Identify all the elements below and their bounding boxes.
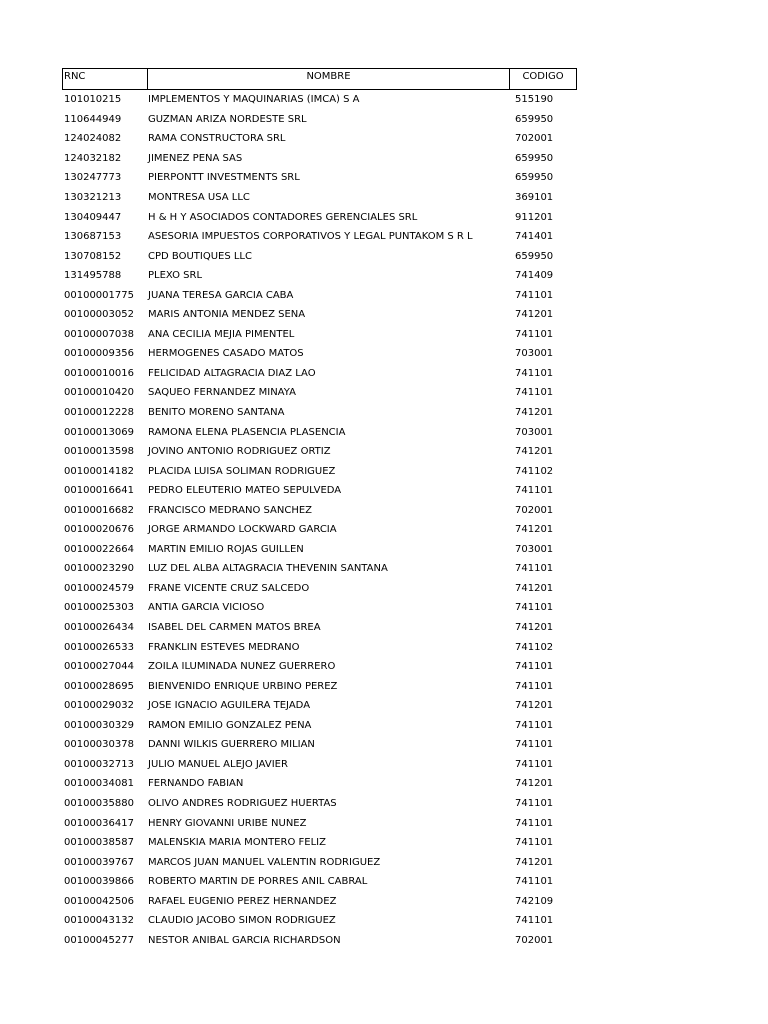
table-body [62, 90, 577, 950]
cell-nombre: ROBERTO MARTIN DE PORRES AÑIL CABRAL [148, 876, 368, 888]
table-row [62, 344, 577, 364]
table-row [62, 657, 577, 677]
table-row [62, 168, 577, 188]
cell-nombre: CLAUDIO JACOBO SIMON RODRIGUEZ [148, 915, 336, 927]
table-header [62, 68, 577, 90]
cell-rnc: 00100010420 [64, 387, 134, 399]
cell-rnc: 00100027044 [64, 661, 134, 673]
cell-nombre: ZOILA ILUMINADA NUÑEZ GUERRERO [148, 661, 336, 673]
cell-codigo: 741101 [515, 915, 554, 927]
cell-rnc: 00100028695 [64, 680, 134, 692]
cell-codigo: 741201 [515, 446, 554, 458]
cell-rnc: 00100013069 [64, 426, 134, 438]
cell-codigo: 659950 [515, 152, 554, 164]
cell-codigo: 741201 [515, 778, 554, 790]
cell-rnc: 00100043132 [64, 915, 134, 927]
cell-rnc: 00100039767 [64, 856, 134, 868]
cell-codigo: 741101 [515, 680, 554, 692]
cell-rnc: 00100024579 [64, 582, 134, 594]
cell-rnc: 124024082 [64, 133, 122, 145]
table-row [62, 872, 577, 892]
cell-nombre: FRANCISCO MEDRANO SANCHEZ [148, 504, 313, 516]
table-row [62, 325, 577, 345]
table-row [62, 794, 577, 814]
table-row [62, 931, 577, 951]
cell-nombre: JUANA TERESA GARCIA CABA [148, 289, 294, 301]
table-row [62, 833, 577, 853]
cell-rnc: 00100026434 [64, 622, 134, 634]
table-row [62, 149, 577, 169]
cell-rnc: 00100022664 [64, 543, 134, 555]
cell-nombre: HERMOGENES CASADO MATOS [148, 348, 304, 360]
cell-nombre: RAFAEL EUGENIO PEREZ HERNANDEZ [148, 895, 337, 907]
cell-rnc: 00100045277 [64, 934, 134, 946]
cell-rnc: 00100009356 [64, 348, 134, 360]
table-row [62, 637, 577, 657]
cell-nombre: DANNI WILKIS GUERRERO MILIAN [148, 739, 315, 751]
cell-rnc: 130708152 [64, 250, 122, 262]
table-row [62, 735, 577, 755]
cell-rnc: 00100042506 [64, 895, 134, 907]
cell-codigo: 659950 [515, 172, 554, 184]
cell-codigo: 702001 [515, 934, 554, 946]
cell-nombre: PLACIDA LUISA SOLIMAN RODRIGUEZ [148, 465, 336, 477]
cell-nombre: CPD BOUTIQUES LLC [148, 250, 252, 262]
cell-rnc: 00100001775 [64, 289, 134, 301]
table-row [62, 774, 577, 794]
cell-nombre: MARIS ANTONIA MENDEZ SENA [148, 309, 306, 321]
table-row [62, 383, 577, 403]
cell-codigo: 741101 [515, 837, 554, 849]
cell-codigo: 741401 [515, 231, 554, 243]
cell-nombre: MALENSKIA MARIA MONTERO FELIZ [148, 837, 326, 849]
cell-codigo: 741102 [515, 465, 554, 477]
cell-nombre: PEDRO ELEUTERIO MATEO SEPULVEDA [148, 485, 342, 497]
cell-rnc: 130687153 [64, 231, 122, 243]
table-row [62, 891, 577, 911]
table-row [62, 188, 577, 208]
table-row [62, 227, 577, 247]
table-row [62, 461, 577, 481]
cell-rnc: 124032182 [64, 152, 122, 164]
cell-rnc: 00100012228 [64, 407, 134, 419]
cell-nombre: PIERPONTT INVESTMENTS SRL [148, 172, 300, 184]
table-row [62, 598, 577, 618]
cell-codigo: 741409 [515, 270, 554, 282]
cell-codigo: 659950 [515, 113, 554, 125]
cell-nombre: RAMON EMILIO GONZALEZ PEÑA [148, 719, 312, 731]
cell-nombre: RAMONA ELENA PLASENCIA PLASENCIA [148, 426, 346, 438]
table-row [62, 422, 577, 442]
table-row [62, 618, 577, 638]
cell-nombre: HENRY GIOVANNI URIBE NUÑEZ [148, 817, 307, 829]
cell-codigo: 741201 [515, 856, 554, 868]
cell-rnc: 00100038587 [64, 837, 134, 849]
table-row [62, 696, 577, 716]
cell-nombre: FELICIDAD ALTAGRACIA DIAZ LAO [148, 367, 316, 379]
cell-rnc: 101010215 [64, 94, 122, 106]
cell-rnc: 00100014182 [64, 465, 134, 477]
cell-nombre: ISABEL DEL CARMEN MATOS BREA [148, 622, 321, 634]
cell-codigo: 741101 [515, 289, 554, 301]
cell-rnc: 00100016682 [64, 504, 134, 516]
cell-codigo: 702001 [515, 504, 554, 516]
cell-rnc: 130321213 [64, 192, 122, 203]
cell-rnc: 00100036417 [64, 817, 134, 829]
cell-rnc: 00100035880 [64, 797, 134, 809]
cell-nombre: ASESORIA IMPUESTOS CORPORATIVOS Y LEGAL PUNTAKOM S R L [148, 231, 473, 243]
cell-codigo: 702001 [515, 133, 554, 145]
table-row [62, 813, 577, 833]
cell-rnc: 00100003052 [64, 309, 134, 321]
header-codigo: CODIGO [522, 71, 564, 82]
table-row [62, 207, 577, 227]
table-row [62, 442, 577, 462]
cell-rnc: 00100023290 [64, 563, 134, 575]
table-row [62, 500, 577, 520]
cell-codigo: 741101 [515, 485, 554, 497]
cell-rnc: 00100029032 [64, 700, 134, 712]
cell-codigo: 741201 [515, 524, 554, 536]
table-row [62, 364, 577, 384]
table-row [62, 305, 577, 325]
cell-nombre: LUZ DEL ALBA ALTAGRACIA THEVENIN SANTANA [148, 563, 388, 575]
cell-codigo: 741101 [515, 328, 554, 340]
cell-nombre: BIENVENIDO ENRIQUE URBINO PEREZ [148, 680, 338, 692]
cell-codigo: 741102 [515, 641, 554, 653]
cell-nombre: PLEXO SRL [148, 270, 203, 282]
cell-nombre: JULIO MANUEL ALEJO JAVIER [148, 758, 288, 770]
cell-codigo: 741201 [515, 309, 554, 321]
table-row [62, 520, 577, 540]
table-row [62, 676, 577, 696]
cell-rnc: 00100010016 [64, 367, 134, 379]
cell-nombre: NESTOR ANIBAL GARCIA RICHARDSON [148, 934, 341, 946]
cell-codigo: 741101 [515, 797, 554, 809]
cell-rnc: 110644949 [64, 113, 122, 125]
cell-nombre: OLIVO ANDRES RODRIGUEZ HUERTAS [148, 797, 337, 809]
cell-codigo: 703001 [515, 426, 554, 438]
table-row [62, 559, 577, 579]
cell-nombre: ANA CECILIA MEJIA PIMENTEL [148, 328, 295, 340]
cell-codigo: 741101 [515, 719, 554, 731]
cell-codigo: 741101 [515, 367, 554, 379]
cell-rnc: 00100030378 [64, 739, 134, 751]
cell-nombre: MARCOS JUAN MANUEL VALENTIN RODRIGUEZ [148, 856, 381, 868]
table-row [62, 911, 577, 931]
cell-nombre: ANTIA GARCIA VICIOSO [148, 602, 265, 614]
cell-rnc: 00100039866 [64, 876, 134, 888]
cell-codigo: 741201 [515, 582, 554, 594]
table-row [62, 110, 577, 130]
cell-nombre: H & H Y ASOCIADOS CONTADORES GERENCIALES SRL [148, 211, 418, 223]
cell-codigo: 703001 [515, 543, 554, 555]
cell-nombre: MARTIN EMILIO ROJAS GUILLEN [148, 543, 304, 555]
cell-nombre: JOVINO ANTONIO RODRIGUEZ ORTIZ [148, 446, 331, 458]
cell-rnc: 130409447 [64, 211, 122, 223]
table-row [62, 266, 577, 286]
cell-codigo: 741201 [515, 622, 554, 634]
cell-nombre: JIMENEZ PEÑA SAS [148, 152, 243, 164]
cell-nombre: JOSE IGNACIO AGUILERA TEJADA [148, 700, 311, 712]
cell-codigo: 741101 [515, 661, 554, 673]
cell-rnc: 00100016641 [64, 485, 134, 497]
cell-codigo: 741201 [515, 700, 554, 712]
cell-nombre: RAMA CONSTRUCTORA SRL [148, 133, 286, 145]
cell-rnc: 00100025303 [64, 602, 134, 614]
cell-codigo: 515190 [515, 94, 554, 106]
table-row [62, 540, 577, 560]
cell-rnc: 00100026533 [64, 641, 134, 653]
rnc-table [62, 68, 577, 950]
cell-codigo: 741101 [515, 602, 554, 614]
table-row [62, 403, 577, 423]
table-row [62, 755, 577, 775]
header-rnc: RNC [63, 69, 148, 89]
cell-rnc: 00100032713 [64, 758, 134, 770]
cell-codigo: 741201 [515, 407, 554, 419]
cell-codigo: 741101 [515, 758, 554, 770]
cell-rnc: 00100034081 [64, 778, 134, 790]
table-row [62, 852, 577, 872]
cell-codigo: 742109 [515, 895, 554, 907]
cell-nombre: BENITO MORENO SANTANA [148, 407, 285, 419]
cell-codigo: 741101 [515, 387, 554, 399]
table-row [62, 129, 577, 149]
cell-nombre: FRANKLIN ESTEVES MEDRANO [148, 641, 300, 653]
cell-rnc: 00100007038 [64, 328, 134, 340]
header-nombre: NOMBRE [148, 69, 510, 89]
cell-nombre: MONTRESA USA LLC [148, 192, 250, 203]
cell-codigo: 703001 [515, 348, 554, 360]
table-row [62, 285, 577, 305]
cell-nombre: GUZMAN ARIZA NORDESTE SRL [148, 113, 307, 125]
cell-nombre: FRANE VICENTE CRUZ SALCEDO [148, 582, 310, 594]
cell-nombre: FERNANDO FABIAN [148, 778, 244, 790]
cell-codigo: 741101 [515, 563, 554, 575]
cell-rnc: 00100030329 [64, 719, 134, 731]
cell-nombre: IMPLEMENTOS Y MAQUINARIAS (IMCA) S A [148, 94, 360, 106]
cell-rnc: 00100020676 [64, 524, 134, 536]
cell-rnc: 130247773 [64, 172, 122, 184]
cell-codigo: 369101 [515, 192, 554, 203]
table-row [62, 90, 577, 110]
cell-nombre: JORGE ARMANDO LOCKWARD GARCIA [148, 524, 337, 536]
table-row [62, 716, 577, 736]
table-row [62, 246, 577, 266]
cell-codigo: 659950 [515, 250, 554, 262]
cell-codigo: 741101 [515, 739, 554, 751]
cell-nombre: SAQUEO FERNANDEZ MINAYA [148, 387, 296, 399]
table-row [62, 481, 577, 501]
cell-rnc: 131495788 [64, 270, 122, 282]
cell-codigo: 741101 [515, 876, 554, 888]
cell-rnc: 00100013598 [64, 446, 134, 458]
table-row [62, 579, 577, 599]
cell-codigo: 911201 [515, 211, 554, 223]
cell-codigo: 741101 [515, 817, 554, 829]
